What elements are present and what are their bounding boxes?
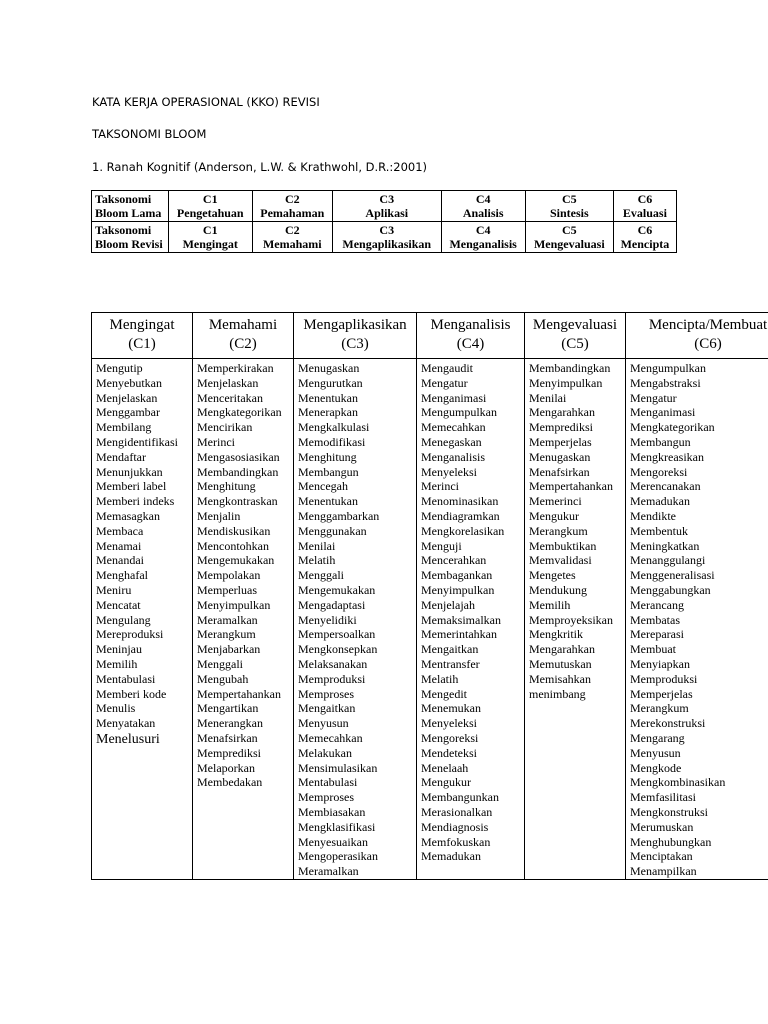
verb-item: Mengkategorikan	[197, 405, 282, 420]
verb-item: Mengidentifikasi	[96, 434, 178, 449]
verb-item: Memproses	[298, 790, 354, 805]
verb-item: Mendiagnosis	[421, 819, 489, 834]
verb-item: Merumuskan	[630, 819, 694, 834]
verb-item: Menentukan	[298, 494, 358, 509]
verb-item: Mentabulasi	[298, 775, 358, 790]
taxonomy-cell	[252, 222, 332, 253]
verb-item: Menerapkan	[298, 405, 358, 420]
column-header-c5	[525, 313, 626, 359]
verb-item: Menyeleksi	[421, 716, 477, 731]
verb-item: Mendaftar	[96, 449, 146, 464]
verb-item: Melatih	[298, 553, 336, 568]
verb-item: Merencanakan	[630, 479, 701, 494]
column-header-c6	[626, 313, 768, 359]
level-code: C4	[475, 192, 491, 206]
verb-item: Menafsirkan	[197, 730, 258, 745]
verb-item: Melaksanakan	[298, 656, 368, 671]
verb-item: Mengemukakan	[197, 553, 275, 568]
verb-item: Membedakan	[197, 775, 263, 790]
verb-item: Menyatakan	[96, 716, 156, 731]
column-code: (C3)	[341, 336, 369, 352]
verb-item: Mempertahankan	[197, 686, 281, 701]
verb-item: Menyiapkan	[630, 656, 690, 671]
verb-item: Memvalidasi	[529, 553, 592, 568]
kko-verb-table	[91, 312, 768, 880]
verb-item: Membilang	[96, 420, 152, 435]
column-code: (C4)	[456, 336, 485, 352]
verb-item: Mensimulasikan	[298, 760, 378, 775]
verb-item: Memilih	[529, 597, 571, 612]
verb-item: Menemukan	[421, 701, 481, 716]
verb-item: Memprediksi	[197, 745, 261, 760]
document-heading: KATA KERJA OPERASIONAL (KKO) REVISI	[92, 95, 320, 109]
verb-item: Mengatur	[630, 390, 677, 405]
verb-item: Mencatat	[96, 597, 141, 612]
level-code: C6	[637, 192, 653, 206]
verb-item: Memaksimalkan	[421, 612, 501, 627]
level-name: Mencipta	[620, 237, 670, 251]
taxonomy-cell	[169, 222, 253, 253]
verb-item: Membuat	[630, 642, 676, 657]
level-name: Sintesis	[549, 206, 589, 220]
verb-item: Menceritakan	[197, 390, 263, 405]
verb-item: Mengkalkulasi	[298, 420, 370, 435]
verb-item: Menghubungkan	[630, 834, 712, 849]
verb-item: Menominasikan	[421, 494, 499, 509]
verb-item: Mempersoalkan	[298, 627, 376, 642]
verb-item: Memperluas	[197, 582, 257, 597]
verb-item: Mengkreasikan	[630, 449, 704, 464]
verb-item: Membangunkan	[421, 790, 499, 805]
section-title: 1. Ranah Kognitif (Anderson, L.W. & Krathwohl, D.R.:2001)	[92, 160, 428, 174]
verb-item: Menyeleksi	[421, 464, 477, 479]
verb-item: Mengkonstruksi	[630, 804, 708, 819]
level-name: Aplikasi	[365, 206, 409, 220]
verb-item: Memperjelas	[529, 434, 592, 449]
verb-item: Menugaskan	[298, 361, 360, 375]
level-name: Menganalisis	[449, 237, 517, 251]
level-code: C5	[561, 192, 577, 206]
verb-item: Meramalkan	[197, 612, 258, 627]
verb-item: Memadukan	[421, 849, 481, 864]
verb-item: Melatih	[421, 671, 459, 686]
taxonomy-cell	[441, 222, 525, 253]
verb-list-c1	[92, 359, 193, 880]
verb-item: Menggambar	[96, 405, 160, 420]
verb-item: Mendukung	[529, 582, 587, 597]
verb-item: Membangun	[298, 464, 359, 479]
verb-item: Mengatur	[421, 375, 468, 390]
column-header-c3	[294, 313, 417, 359]
verb-item: Merasionalkan	[421, 804, 493, 819]
level-name: Evaluasi	[622, 206, 667, 220]
verb-list-c2	[193, 359, 294, 880]
verb-item: Menyimpulkan	[421, 582, 495, 597]
verb-item: Memberi label	[96, 479, 167, 494]
level-name: Mengevaluasi	[533, 237, 605, 251]
verb-item: Membiasakan	[298, 804, 366, 819]
verb-item: Mempertahankan	[529, 479, 613, 494]
verb-item: Menjabarkan	[197, 642, 261, 657]
level-name: Analisis	[462, 206, 504, 220]
verb-item: Menyusun	[630, 745, 681, 760]
verb-item: Menganimasi	[421, 390, 487, 405]
verb-item: Menilai	[529, 390, 567, 405]
verb-item: Mengaitkan	[421, 642, 479, 657]
taxonomy-cell	[613, 222, 676, 253]
level-code: C3	[379, 223, 395, 237]
verb-item: Mempolakan	[197, 568, 261, 583]
taxonomy-cell	[441, 191, 525, 222]
column-title: Mengevaluasi	[532, 317, 618, 333]
verb-item: Mencerahkan	[421, 553, 487, 568]
verb-item: Menghitung	[298, 449, 357, 464]
verb-item: Merangkum	[529, 523, 588, 538]
verb-item: Menelusuri	[96, 731, 160, 747]
verb-item: Menyusun	[298, 716, 349, 731]
verb-item: Memasagkan	[96, 508, 160, 523]
verb-item: Memecahkan	[298, 730, 363, 745]
verb-item: Mereparasi	[630, 627, 684, 642]
column-title: Memahami	[208, 317, 278, 333]
level-code: C1	[202, 223, 218, 237]
verb-item: Merangkum	[197, 627, 256, 642]
verb-item: Mencirikan	[197, 420, 253, 435]
verb-item: Meningkatkan	[630, 538, 700, 553]
verb-item: Mengoreksi	[630, 464, 688, 479]
verb-item: Memerintahkan	[421, 627, 497, 642]
verb-item: Menggali	[197, 656, 243, 671]
taxonomy-row-old	[92, 191, 677, 222]
verb-item: Menelaah	[421, 760, 469, 775]
verb-item: Menandai	[96, 553, 144, 568]
verb-item: Membandingkan	[529, 361, 611, 375]
verb-item: Memproyeksikan	[529, 612, 613, 627]
verb-item: Mencontohkan	[197, 538, 269, 553]
verb-item: Menggeneralisasi	[630, 568, 715, 583]
verb-item: Memfokuskan	[421, 834, 491, 849]
verb-item: Mendiskusikan	[197, 523, 271, 538]
verb-item: Menganalisis	[421, 449, 485, 464]
verb-item: Mengarang	[630, 730, 685, 745]
level-code: C4	[475, 223, 491, 237]
verb-item: Mengklasifikasi	[298, 819, 376, 834]
verb-item: Mengasosiasikan	[197, 449, 280, 464]
verb-item: Merekonstruksi	[630, 716, 706, 731]
level-code: C6	[637, 223, 653, 237]
verb-item: Menampilkan	[630, 864, 697, 879]
verb-item: Mengulang	[96, 612, 151, 627]
verb-item: Menanggulangi	[630, 553, 706, 568]
taxonomy-comparison-table	[91, 190, 677, 253]
verb-item: Menguji	[421, 538, 462, 553]
verb-item: Menganimasi	[630, 405, 696, 420]
taxonomy-cell	[525, 191, 613, 222]
verb-item: Menamai	[96, 538, 142, 553]
column-code: (C5)	[561, 336, 589, 352]
verb-item: Merinci	[421, 479, 459, 494]
verb-item: Mengaitkan	[298, 701, 356, 716]
verb-item: Membangun	[630, 434, 691, 449]
column-code: (C1)	[128, 336, 156, 352]
column-header-c2	[193, 313, 294, 359]
verb-item: Menghitung	[197, 479, 256, 494]
verb-list-c4	[417, 359, 525, 880]
verb-item: Menyebutkan	[96, 375, 162, 390]
verb-item: Menyelidiki	[298, 612, 357, 627]
verb-item: Merangkum	[630, 701, 689, 716]
verb-item: Menafsirkan	[529, 464, 590, 479]
taxonomy-cell	[333, 222, 442, 253]
column-title: Mencipta/Membuat	[648, 317, 768, 333]
verb-item: Memproses	[298, 686, 354, 701]
verb-item: Mencegah	[298, 479, 348, 494]
verb-item: Menggali	[298, 568, 344, 583]
verb-item: Mengutip	[96, 361, 143, 375]
verb-item: Memperjelas	[630, 686, 693, 701]
verb-item: Memperkirakan	[197, 361, 274, 375]
column-header-c1	[92, 313, 193, 359]
verb-item: Mengubah	[197, 671, 249, 686]
verb-item: Mengoperasikan	[298, 849, 378, 864]
row-label-revised: Taksonomi Bloom Revisi	[92, 222, 169, 253]
verb-item: Merancang	[630, 597, 684, 612]
column-header-c4	[417, 313, 525, 359]
verb-item: Menjelaskan	[96, 390, 158, 405]
taxonomy-row-revised	[92, 222, 677, 253]
column-title: Mengingat	[109, 317, 175, 333]
verb-item: Mengarahkan	[529, 405, 595, 420]
level-name: Pengetahuan	[176, 206, 244, 220]
verb-item: Merinci	[197, 434, 235, 449]
verb-item: Menciptakan	[630, 849, 693, 864]
level-code: C1	[202, 192, 218, 206]
verb-item: Membuktikan	[529, 538, 597, 553]
verb-item: Memadukan	[630, 494, 690, 509]
verb-item: Melakukan	[298, 745, 352, 760]
verb-item: Mengumpulkan	[630, 361, 706, 375]
verb-item: Menggunakan	[298, 523, 367, 538]
verb-item: Memecahkan	[421, 420, 486, 435]
level-name: Mengingat	[182, 237, 238, 251]
verb-item: Mengkode	[630, 760, 682, 775]
verb-item: Mengkritik	[529, 627, 583, 642]
verb-item: Mendikte	[630, 508, 676, 523]
document-subheading: TAKSONOMI BLOOM	[92, 127, 207, 141]
verb-item: Menegaskan	[421, 434, 482, 449]
verb-item: Mentransfer	[421, 656, 480, 671]
verb-item: Meninjau	[96, 642, 142, 657]
verb-item: Meniru	[96, 582, 132, 597]
verb-item: Memodifikasi	[298, 434, 366, 449]
column-code: (C2)	[229, 336, 257, 352]
verb-item: Mengurutkan	[298, 375, 363, 390]
verb-item: Menjalin	[197, 508, 241, 523]
level-name: Mengaplikasikan	[342, 237, 432, 251]
verb-item: Membaca	[96, 523, 144, 538]
column-title: Mengaplikasikan	[303, 317, 407, 333]
level-code: C2	[284, 223, 300, 237]
column-title: Menganalisis	[430, 317, 511, 333]
taxonomy-cell	[613, 191, 676, 222]
verb-item: Menggabungkan	[630, 582, 711, 597]
verb-item: Memprediksi	[529, 420, 593, 435]
column-code: (C6)	[694, 336, 722, 352]
verb-list-c6	[626, 359, 768, 880]
verb-item: Mengkontraskan	[197, 494, 278, 509]
verb-item: Mengukur	[421, 775, 471, 790]
taxonomy-cell	[169, 191, 253, 222]
verb-item: Mengemukakan	[298, 582, 376, 597]
verb-item: Mendeteksi	[421, 745, 477, 760]
verb-item: Membagankan	[421, 568, 493, 583]
level-code: C2	[284, 192, 300, 206]
row-label-old: Taksonomi Bloom Lama	[92, 191, 169, 222]
taxonomy-cell	[252, 191, 332, 222]
level-code: C5	[561, 223, 577, 237]
verb-item: Melaporkan	[197, 760, 255, 775]
verb-item: Membatas	[630, 612, 680, 627]
verb-item: Memberi indeks	[96, 494, 175, 509]
verb-item: Mengkorelasikan	[421, 523, 505, 538]
verb-item: Menentukan	[298, 390, 358, 405]
kko-header-row	[92, 313, 768, 359]
taxonomy-cell	[525, 222, 613, 253]
verb-item: Meramalkan	[298, 864, 359, 879]
verb-item: Mendiagramkan	[421, 508, 500, 523]
verb-item: Memerinci	[529, 494, 582, 509]
verb-list-c5	[525, 359, 626, 880]
verb-item: Menghafal	[96, 568, 148, 583]
verb-item: Mengarahkan	[529, 642, 595, 657]
verb-item: Menyimpulkan	[529, 375, 603, 390]
verb-item: Mengadaptasi	[298, 597, 366, 612]
verb-item: Mengabstraksi	[630, 375, 701, 390]
verb-item: menimbang	[529, 686, 586, 701]
taxonomy-cell	[333, 191, 442, 222]
verb-item: Memisahkan	[529, 671, 591, 686]
verb-item: Mengukur	[529, 508, 579, 523]
kko-verb-row	[92, 359, 768, 880]
verb-item: Mengkategorikan	[630, 420, 715, 435]
verb-item: Mengumpulkan	[421, 405, 497, 420]
verb-item: Membandingkan	[197, 464, 279, 479]
verb-item: Mereproduksi	[96, 627, 164, 642]
verb-item: Menugaskan	[529, 449, 591, 464]
verb-item: Memproduksi	[630, 671, 698, 686]
verb-item: Mengkombinasikan	[630, 775, 726, 790]
verb-item: Menunjukkan	[96, 464, 163, 479]
verb-item: Menerangkan	[197, 716, 263, 731]
level-name: Memahami	[262, 237, 322, 251]
verb-item: Menilai	[298, 538, 336, 553]
verb-item: Memberi kode	[96, 686, 167, 701]
level-name: Pemahaman	[260, 206, 325, 220]
verb-item: Memilih	[96, 656, 138, 671]
verb-item: Mengedit	[421, 686, 467, 701]
verb-item: Memutuskan	[529, 656, 592, 671]
verb-item: Menjelaskan	[197, 375, 259, 390]
verb-item: Menyimpulkan	[197, 597, 271, 612]
verb-item: Memfasilitasi	[630, 790, 696, 805]
verb-item: Memproduksi	[298, 671, 366, 686]
verb-item: Mengoreksi	[421, 730, 479, 745]
verb-item: Menyesuaikan	[298, 834, 368, 849]
verb-item: Menjelajah	[421, 597, 475, 612]
verb-list-c3	[294, 359, 417, 880]
verb-item: Menulis	[96, 701, 136, 716]
verb-item: Mengaudit	[421, 361, 473, 375]
verb-item: Mengartikan	[197, 701, 259, 716]
verb-item: Membentuk	[630, 523, 688, 538]
verb-item: Mentabulasi	[96, 671, 156, 686]
verb-item: Mengkonsepkan	[298, 642, 378, 657]
verb-item: Menggambarkan	[298, 508, 380, 523]
level-code: C3	[379, 192, 395, 206]
verb-item: Mengetes	[529, 568, 576, 583]
